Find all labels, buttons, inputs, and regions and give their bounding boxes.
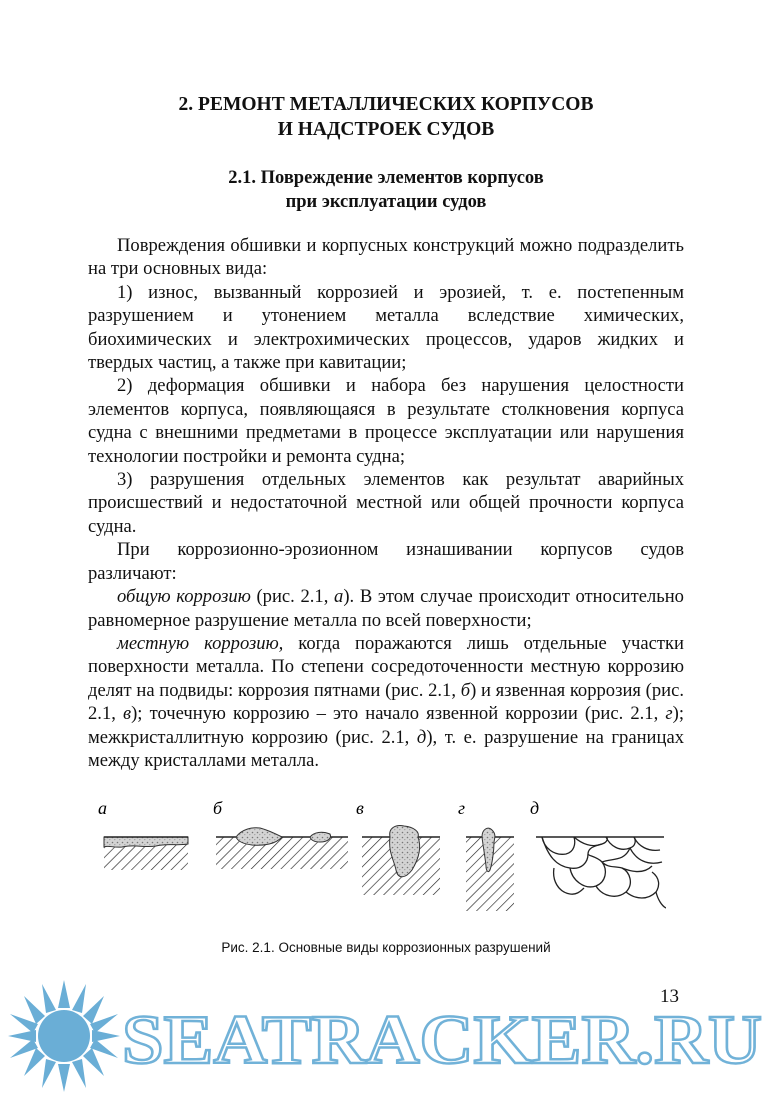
- corrosion-figure: [96, 796, 666, 921]
- figure-letter-ref: а: [334, 586, 344, 608]
- section-title: [88, 166, 684, 214]
- paragraph-erosion-intro: При коррозионно-эрозионном изнашивании корпусов судов различают:: [88, 539, 684, 584]
- paragraph-general-corrosion: [88, 585, 684, 632]
- term-general-corrosion: общую коррозию: [117, 586, 251, 608]
- text-fragment: ) и язвенная коррозия (рис. 2.1,: [88, 679, 684, 725]
- paragraph-intro: Повреждения обшивки и корпусных конструкций можно подразделить на три основных вида:: [88, 235, 684, 280]
- text-fragment: ), т. е. разрушение на границах между кристаллами металла.: [88, 726, 685, 771]
- chapter-title: [88, 92, 684, 142]
- paragraph-item-1: 1) износ, вызванный коррозией и эрозией, т. е. постепенным разрушением и утонением металла вследствие химических, биохимических и электрохимических процессов, ударов жидких и твердых частиц, а также при кавитации;: [88, 281, 684, 374]
- paragraph-local-corrosion: [88, 632, 684, 772]
- paragraph-item-3: 3) разрушения отдельных элементов как результат аварийных происшествий и недостаточной местной или общей прочности корпуса судна.: [88, 469, 684, 537]
- figure-letter-ref: г: [665, 703, 673, 725]
- text-fragment: ); межкристаллитную коррозию (рис. 2.1,: [88, 703, 684, 748]
- figure-d-intercrystalline-corrosion: [536, 837, 666, 908]
- text-fragment: когда поражаются лишь отдельные участки поверхности металла. По степени сосредоточенности местную коррозию делят на подвиды: коррозия пятнами (рис. 2.1,: [88, 632, 684, 701]
- figure-letter-ref: б: [460, 679, 471, 701]
- figure-letter-ref: в: [123, 703, 132, 725]
- figure-label-d: д: [530, 798, 540, 818]
- text-fragment: (рис. 2.1,: [250, 586, 335, 608]
- figure-v-ulcer-corrosion: [362, 825, 440, 895]
- section-title-line2: при эксплуатации судов: [285, 192, 487, 212]
- paragraph-item-2: 2) деформация обшивки и набора без нарушения целостности элементов корпуса, появляющаяся в результате столкновения корпуса судна с внешними предметами в процессе эксплуатации или нарушения технологии постройки и ремонта судна;: [88, 375, 684, 467]
- figure-label-b: б: [213, 798, 223, 818]
- body-text: [88, 234, 684, 772]
- figure-letter-ref: д: [416, 726, 427, 748]
- figure-label-g: г: [458, 798, 466, 818]
- chapter-title-line1: 2. РЕМОНТ МЕТАЛЛИЧЕСКИХ КОРПУСОВ: [178, 94, 594, 115]
- text-fragment: ). В этом случае происходит относительно равномерное разрушение металла по всей поверхности;: [88, 586, 684, 631]
- section-title-line1: 2.1. Повреждение элементов корпусов: [228, 168, 544, 188]
- figure-g-pitting-corrosion: [466, 828, 514, 911]
- page-number: 13: [660, 986, 679, 1007]
- watermark-text: SEATRACKER.RU: [122, 1002, 762, 1079]
- figure-b-spot-corrosion: [216, 828, 348, 869]
- figure-a-general-corrosion: [104, 837, 188, 870]
- sun-icon: [8, 980, 120, 1092]
- chapter-title-line2: И НАДСТРОЕК СУДОВ: [277, 119, 495, 140]
- figure-label-a: а: [98, 798, 107, 818]
- figure-label-v: в: [356, 798, 364, 818]
- term-local-corrosion: местную коррозию,: [117, 632, 284, 654]
- watermark: [0, 980, 772, 1093]
- figure-caption: Рис. 2.1. Основные виды коррозионных разрушений: [221, 940, 551, 955]
- text-fragment: ); точечную коррозию – это начало язвенной коррозии (рис. 2.1,: [131, 703, 666, 725]
